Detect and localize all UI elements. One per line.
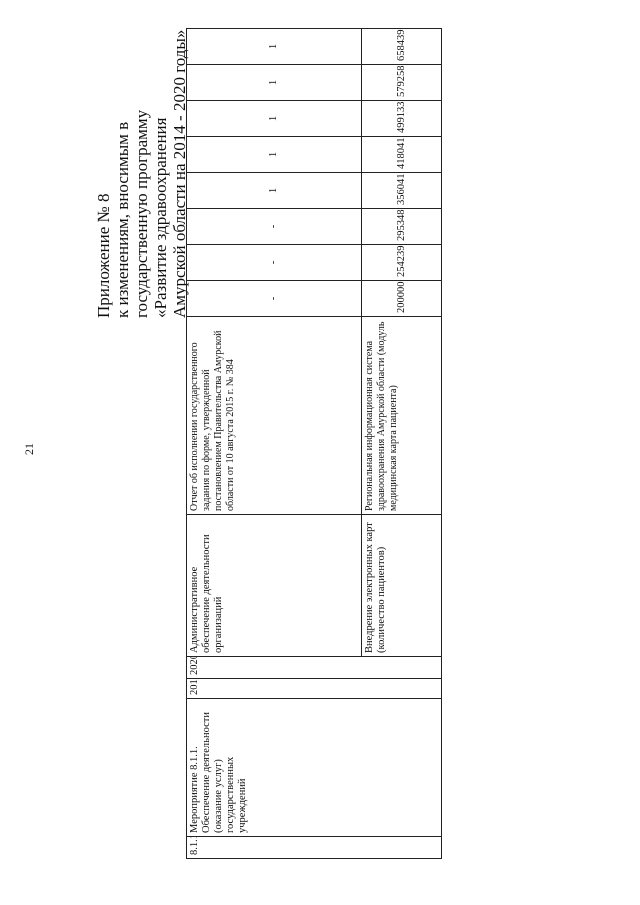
appendix-line: государственную программу xyxy=(132,109,151,318)
appendix-title: Приложение № 8 xyxy=(94,193,113,318)
indicator-source: Отчет об исполнении государственного задания по форме, утвержденной постановлением Правительства Амурской области от 10 августа 2015 г. № 384 xyxy=(187,317,362,515)
value-cell: - xyxy=(187,281,362,317)
value-cell: 418041 xyxy=(362,137,442,173)
value-cell: 356041 xyxy=(362,173,442,209)
value-cell: - xyxy=(187,245,362,281)
table-row xyxy=(187,29,362,859)
year-start: 2014 xyxy=(187,679,442,699)
indicator-source: Региональная информационная система здравоохранения Амурской области (модуль медицинская карта пациента) xyxy=(362,317,442,515)
value-cell: 1 xyxy=(187,29,362,65)
value-cell: 1 xyxy=(187,101,362,137)
page-number: 21 xyxy=(22,443,36,455)
event-name: Мероприятие 8.1.1. Обеспечение деятельности (оказание услуг) государственных учреждений xyxy=(187,699,442,837)
value-cell: 295348 xyxy=(362,209,442,245)
value-cell: 254239 xyxy=(362,245,442,281)
value-cell: 1 xyxy=(187,65,362,101)
value-cell: 499133 xyxy=(362,101,442,137)
indicator-name: Внедрение электронных карт (количество пациентов) xyxy=(362,515,442,657)
program-table xyxy=(186,29,441,859)
row-number: 8.1.1. xyxy=(187,837,442,859)
appendix-line: Амурской области на 2014 - 2020 годы» xyxy=(170,29,189,318)
year-end: 2020 xyxy=(187,657,442,679)
value-cell: 1 xyxy=(187,137,362,173)
value-cell: 658439 xyxy=(362,29,442,65)
indicator-name: Административное обеспечение деятельности организаций xyxy=(187,515,362,657)
value-cell: 1 xyxy=(187,173,362,209)
value-cell: 200000 xyxy=(362,281,442,317)
value-cell: - xyxy=(187,209,362,245)
appendix-line: к изменениям, вносимым в xyxy=(113,121,132,318)
value-cell: 579258 xyxy=(362,65,442,101)
appendix-header xyxy=(94,30,189,318)
appendix-line: «Развитие здравоохранения xyxy=(151,117,170,318)
